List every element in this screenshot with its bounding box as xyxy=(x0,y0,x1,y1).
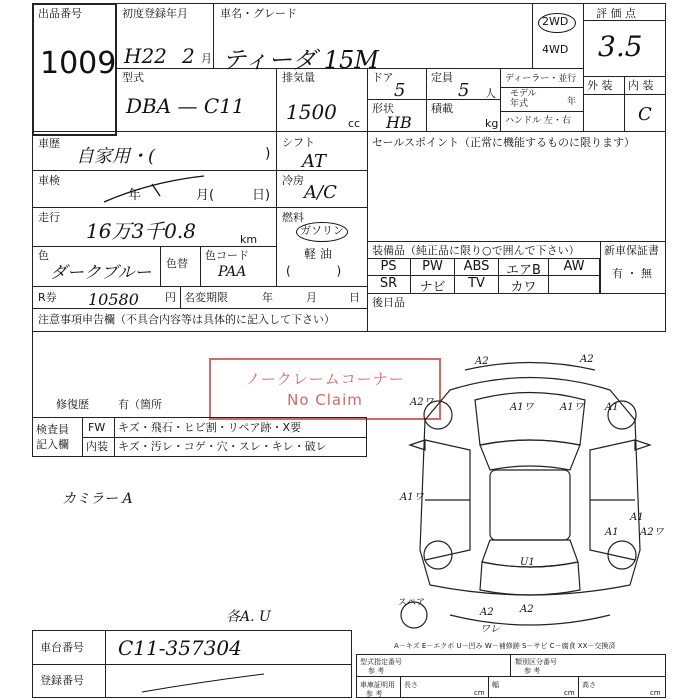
doors-value: 5 xyxy=(394,80,406,101)
exterior-label: 外 装 xyxy=(587,79,613,92)
color-code-label: 色コード xyxy=(205,249,249,262)
diagram-mark: A1ワ xyxy=(560,402,584,413)
history-value: 自家用・( xyxy=(76,146,156,167)
inspector-label2: 記入欄 xyxy=(36,438,69,451)
divider-recycle xyxy=(180,286,181,308)
inspector-mid-line xyxy=(82,437,367,438)
shape-value: HB xyxy=(386,113,412,132)
diagram-mark: A1ワ xyxy=(510,402,534,413)
diagram-mark: U1 xyxy=(520,557,535,568)
deadline-year: 年 xyxy=(262,291,273,304)
fuel-paren: ( ) xyxy=(286,264,342,278)
lot-label: 出品番号 xyxy=(38,7,82,20)
deadline-day: 日 xyxy=(349,291,360,304)
color-code-value: PAA xyxy=(218,264,247,280)
deadline-month: 月 xyxy=(306,291,317,304)
inspector-interior: 内装 xyxy=(86,440,108,453)
doors-mid-line xyxy=(367,99,500,100)
capacity-value: 5 xyxy=(458,80,470,101)
divider-colorcode xyxy=(200,246,201,286)
recycle-value: 10580 xyxy=(88,290,139,309)
mileage-unit: km xyxy=(240,233,258,246)
diagram-mark: A2 xyxy=(580,354,594,365)
model-label: 車名・グレード xyxy=(220,7,297,20)
ext-int-line xyxy=(583,94,666,95)
score-value: 3.5 xyxy=(598,30,643,63)
car-windshield xyxy=(480,440,580,470)
deadline-label: 名変期限 xyxy=(184,291,228,304)
length-label: 長さ xyxy=(404,681,418,689)
load-unit: kg xyxy=(485,117,499,130)
right-frame-sales xyxy=(665,131,666,331)
year-unit: 年 xyxy=(567,97,577,107)
width-unit: cm xyxy=(564,689,575,697)
inspection-strike xyxy=(100,170,210,210)
notes-frame-bottom xyxy=(32,331,666,332)
equipment-item: SR xyxy=(367,276,411,293)
cert-divider1 xyxy=(400,676,401,698)
history-close-paren: ) xyxy=(265,146,271,162)
aircon-line xyxy=(276,207,367,208)
divider-drive xyxy=(532,3,533,68)
sales-point-label: セールスポイント（正常に機能するものに限ります） xyxy=(372,136,636,149)
mileage-line xyxy=(32,246,276,247)
cert-divider2 xyxy=(488,676,489,698)
divider-displacement xyxy=(276,68,277,131)
notes-label: 注意事項申告欄（不具合内容等は具体的に記入して下さい） xyxy=(38,313,335,326)
mileage-label: 走行 xyxy=(38,211,60,224)
repair-value: 有（箇所 xyxy=(118,398,162,411)
inspector-interior-items: キズ・汚レ・コゲ・穴・スレ・キレ・破レ xyxy=(118,440,327,453)
interior-label: 内 装 xyxy=(628,79,654,92)
car-roof xyxy=(490,470,570,540)
year-line xyxy=(500,111,583,112)
equipment-item: ABS xyxy=(455,259,499,276)
handle-label: ハンドル 左・右 xyxy=(505,116,571,126)
shift-label: シフト xyxy=(282,136,315,149)
diagram-mark: A1ワ xyxy=(400,492,424,503)
cert-divider3 xyxy=(578,676,579,698)
lot-number: 1009 xyxy=(40,46,117,81)
chassis-label: 車台番号 xyxy=(40,641,84,654)
dealer-line xyxy=(500,87,583,88)
fuel-diesel: 軽 油 xyxy=(304,247,332,261)
model-value: ティーダ 15M xyxy=(222,46,379,74)
diagram-mark: ワレ xyxy=(480,624,500,635)
notes-left xyxy=(32,331,33,417)
inspection-month: 月( xyxy=(196,188,215,203)
first-reg-label: 初度登録年月 xyxy=(122,7,188,20)
cert-label: 車庫証明用 xyxy=(360,681,395,689)
equipment-item xyxy=(549,276,600,293)
inspection-year: 年 xyxy=(128,188,142,203)
diagram-mark: A1 xyxy=(605,527,619,538)
divider-first-reg xyxy=(213,3,214,68)
interior-value: C xyxy=(638,104,652,125)
height-unit: cm xyxy=(650,689,661,697)
equipment-item: PW xyxy=(411,259,455,276)
bottom-right-mid xyxy=(356,676,666,677)
damage-legend: A－キズ E－エクボ U－凹み W－補修跡 S－サビ C－腐食 XX－交換済 xyxy=(394,642,616,650)
recycle-unit: 円 xyxy=(165,291,176,304)
history-label: 車歴 xyxy=(38,137,60,150)
length-unit: cm xyxy=(474,689,485,697)
drive-4wd: 4WD xyxy=(542,43,569,56)
model-year-label: モデル 年式 xyxy=(510,89,537,109)
right-frame-line xyxy=(665,3,666,131)
aircon-label: 冷房 xyxy=(282,174,304,187)
equipment-item: エアB xyxy=(499,259,549,276)
spare-label: スペア xyxy=(398,598,426,608)
score-underline xyxy=(583,20,666,21)
no-claim-en: No Claim xyxy=(287,391,363,409)
capacity-label: 定員 xyxy=(431,71,453,84)
inspector-fw: FW xyxy=(88,421,106,434)
diagram-mark: A2 xyxy=(475,356,489,367)
diagram-mark: A2 xyxy=(480,607,494,618)
rear-bumper xyxy=(450,615,610,625)
divider-capacity xyxy=(426,68,427,131)
first-reg-month-unit: 月 xyxy=(201,52,212,65)
category-ref: 参 考 xyxy=(524,667,541,675)
type-value: DBA — C11 xyxy=(126,94,245,118)
divider-ext-int xyxy=(624,76,625,131)
sales-bottom-line xyxy=(367,241,666,242)
diagram-mark: A2 xyxy=(520,604,534,615)
load-label: 積載 xyxy=(431,102,453,115)
mirror-right xyxy=(635,440,650,450)
divider-dealer xyxy=(500,68,501,131)
inspector-note1: カミラー A xyxy=(62,491,133,507)
fuel-label: 燃料 xyxy=(282,211,304,224)
dealer-label: ディーラー・並行 xyxy=(505,74,577,84)
diagram-mark: A1 xyxy=(605,402,619,413)
inspection-day: 日) xyxy=(252,188,271,203)
first-reg-month: 2 xyxy=(182,44,195,68)
car-hood xyxy=(475,393,585,446)
displacement-unit: cc xyxy=(348,117,361,130)
model-number-label: 型式指定番号 xyxy=(360,658,402,666)
divider-warranty xyxy=(600,241,601,293)
row2-bottom-line xyxy=(32,131,666,132)
color-value: ダークブルー xyxy=(50,263,152,283)
equipment-item: ナビ xyxy=(411,276,455,293)
left-frame-history xyxy=(32,131,33,331)
width-label: 幅 xyxy=(492,681,499,689)
inspection-label: 車検 xyxy=(38,174,60,187)
chassis-value: C11-357304 xyxy=(118,636,242,660)
height-label: 高さ xyxy=(582,681,596,689)
displacement-value: 1500 xyxy=(286,100,337,124)
equipment-label: 装備品（純正品に限り○で囲んで下さい） xyxy=(372,244,580,257)
equipment-item: PS xyxy=(367,259,411,276)
divider-shift-sales xyxy=(367,131,368,331)
color-change-label: 色替 xyxy=(166,257,188,270)
inspector-label1: 検査員 xyxy=(36,423,69,436)
diagram-mark: A2ワ xyxy=(410,397,434,408)
divider-score xyxy=(583,3,584,131)
inspection-line xyxy=(32,207,276,208)
repair-label: 修復歴 xyxy=(56,398,89,411)
category-label: 類別区分番号 xyxy=(515,658,557,666)
inspector-note2: 各A. U xyxy=(226,609,271,625)
first-reg-era-year: H22 xyxy=(124,44,167,68)
type-label: 型式 xyxy=(122,71,144,84)
equipment-item: TV xyxy=(455,276,499,293)
warranty-value: 有 ・ 無 xyxy=(612,267,652,280)
equipment-item: カワ xyxy=(499,276,549,293)
recycle-label: R券 xyxy=(38,291,57,304)
divider-history-shift xyxy=(276,131,277,286)
equipment-item: AW xyxy=(549,259,600,276)
fuel-gasoline: ガソリン xyxy=(300,224,344,237)
mileage-value: 16万3千0.8 xyxy=(86,219,196,243)
bottom-right-divider xyxy=(510,654,511,676)
registration-label: 登録番号 xyxy=(40,674,84,687)
mirror-left xyxy=(410,440,425,450)
inspector-fw-items: キズ・飛石・ヒビ割・リペア跡・X要 xyxy=(118,421,302,434)
aircon-value: A/C xyxy=(304,182,337,203)
capacity-unit: 人 xyxy=(485,87,496,100)
diagram-mark: A1 xyxy=(630,512,644,523)
model-number-ref: 参 考 xyxy=(368,667,385,675)
shape-label: 形状 xyxy=(372,102,394,115)
score-label: 評 価 点 xyxy=(596,7,636,20)
displacement-label: 排気量 xyxy=(282,71,315,84)
recycle-line xyxy=(32,308,367,309)
drive-2wd: 2WD xyxy=(542,15,569,28)
color-label: 色 xyxy=(38,249,49,262)
divider-color xyxy=(160,246,161,286)
no-claim-jp: ノークレームコーナー xyxy=(245,370,405,388)
doors-label: ドア xyxy=(372,71,394,84)
accessories-label: 後日品 xyxy=(372,296,405,309)
shift-value: AT xyxy=(302,151,327,172)
chassis-mid-line xyxy=(32,664,352,665)
diagram-mark: A2ワ xyxy=(640,527,664,538)
warranty-label: 新車保証書 xyxy=(604,244,659,257)
history-bottom-line xyxy=(32,286,367,287)
registration-scribble xyxy=(140,672,270,696)
shift-line xyxy=(276,170,367,171)
cert-ref: 参 考 xyxy=(366,690,383,698)
